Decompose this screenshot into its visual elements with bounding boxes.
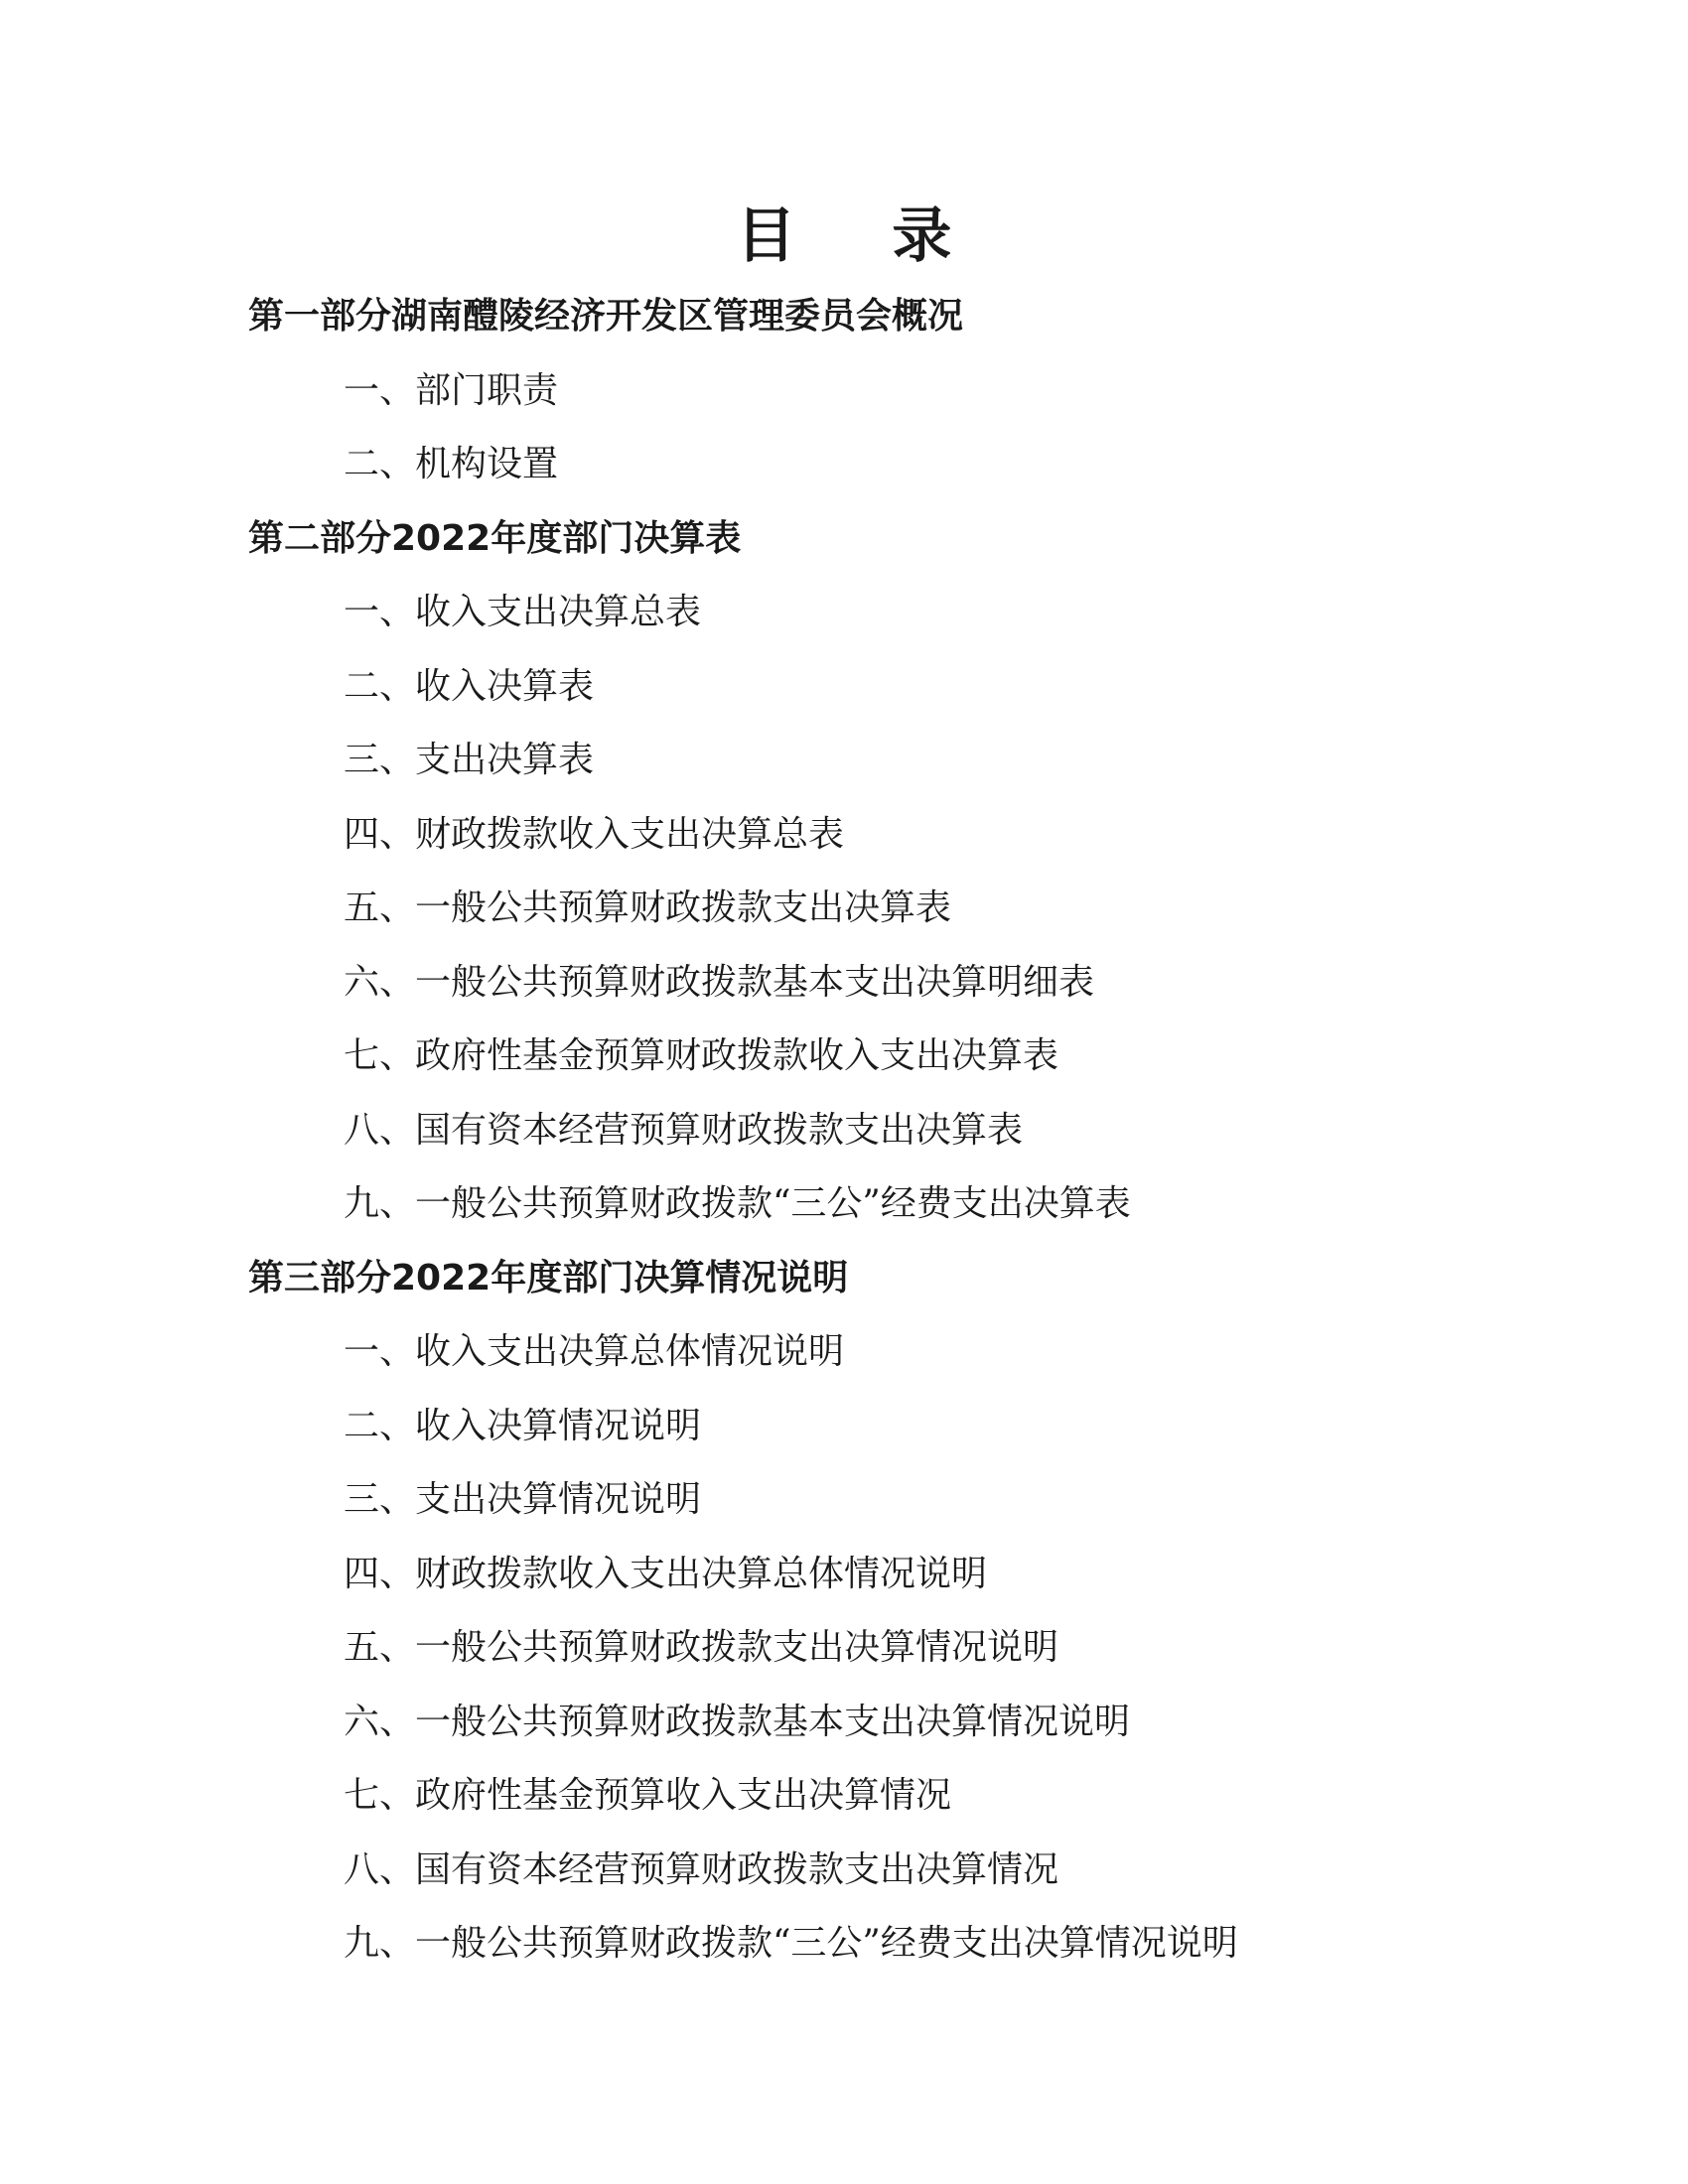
toc-part-heading[interactable]: 第二部分2022年度部门决算表 — [248, 517, 742, 559]
page-title: 目 录 — [736, 202, 990, 271]
toc-item[interactable]: 五、一般公共预算财政拨款支出决算表 — [344, 887, 952, 928]
toc-item[interactable]: 三、支出决算表 — [344, 740, 595, 780]
toc-item[interactable]: 八、国有资本经营预算财政拨款支出决算表 — [344, 1109, 1024, 1151]
toc-item[interactable]: 八、国有资本经营预算财政拨款支出决算情况 — [344, 1848, 1059, 1890]
toc-item[interactable]: 六、一般公共预算财政拨款基本支出决算情况说明 — [344, 1701, 1131, 1742]
toc-item[interactable]: 九、一般公共预算财政拨款“三公”经费支出决算情况说明 — [344, 1923, 1238, 1964]
toc-item[interactable]: 二、收入决算情况说明 — [344, 1405, 702, 1446]
toc-item[interactable]: 一、收入支出决算总表 — [344, 592, 702, 632]
toc-part-heading[interactable]: 第三部分2022年度部门决算情况说明 — [248, 1257, 849, 1298]
toc-part-heading[interactable]: 第一部分湖南醴陵经济开发区管理委员会概况 — [248, 296, 964, 337]
toc-item[interactable]: 一、收入支出决算总体情况说明 — [344, 1331, 845, 1372]
toc-item[interactable]: 七、政府性基金预算收入支出决算情况 — [344, 1775, 952, 1816]
toc-item[interactable]: 一、部门职责 — [344, 369, 559, 411]
toc-item[interactable]: 七、政府性基金预算财政拨款收入支出决算表 — [344, 1035, 1059, 1076]
toc-item[interactable]: 九、一般公共预算财政拨款“三公”经费支出决算表 — [344, 1183, 1131, 1224]
toc-item[interactable]: 六、一般公共预算财政拨款基本支出决算明细表 — [344, 961, 1095, 1003]
toc-item[interactable]: 四、财政拨款收入支出决算总体情况说明 — [344, 1553, 988, 1594]
toc-item[interactable]: 二、机构设置 — [344, 444, 559, 484]
table-of-contents — [248, 280, 1539, 1981]
toc-item[interactable]: 五、一般公共预算财政拨款支出决算情况说明 — [344, 1627, 1059, 1668]
toc-item[interactable]: 三、支出决算情况说明 — [344, 1479, 702, 1520]
toc-item[interactable]: 四、财政拨款收入支出决算总表 — [344, 813, 845, 855]
toc-item[interactable]: 二、收入决算表 — [344, 665, 595, 707]
